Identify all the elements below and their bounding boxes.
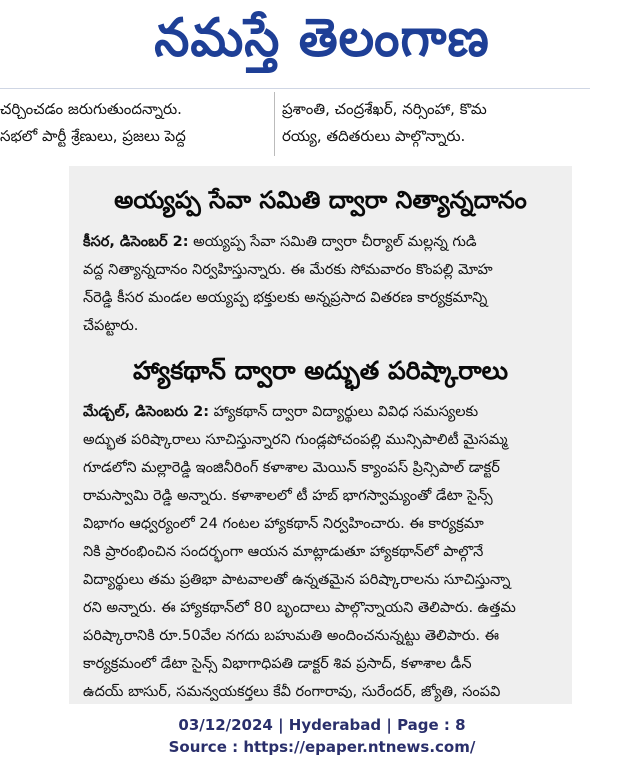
article-2-line: మేడ్చల్, డిసెంబరు 2: హ్యాకథాన్ ద్వారా విద్యార్థులు వివిధ సమస్యలకు <box>83 404 479 420</box>
article-2-line: ఉదయ్ బాసుర్, సమన్వయకర్తలు కేవీ రంగారావు, సురేందర్, జ్యోతి, సంపవి <box>83 684 501 700</box>
footer-meta: 03/12/2024 | Hyderabad | Page : 8 <box>178 716 466 734</box>
previous-article-line: ప్రశాంతి, చంద్రశేఖర్, నర్సింహా, కొమ <box>282 100 487 118</box>
masthead-rule <box>0 88 590 89</box>
article-1-dateline: కీసర, డిసెంబర్ 2: <box>83 234 189 250</box>
article-2-line: విద్యార్థులు తమ ప్రతిభా పాటవాలతో ఉన్నతమైన పరిష్కారాలను సూచిస్తున్నా <box>83 572 511 588</box>
masthead-title: నమస్తే తెలంగాణ <box>154 6 490 68</box>
article-1-line: న్‌రెడ్డి కీసర మండల అయ్యప్ప భక్తులకు అన్నప్రసాద వితరణ కార్యక్రమాన్ని <box>83 290 488 306</box>
article-1-body <box>83 228 561 340</box>
article-2-dateline: మేడ్చల్, డిసెంబరు 2: <box>83 404 209 420</box>
article-1-line: వద్ద నిత్యాన్నదానం నిర్వహిస్తున్నారు. ఈ మేరకు సోమవారం కొంపల్లి మోహ <box>83 262 493 278</box>
previous-article-left-column <box>0 96 268 156</box>
article-2-line: అద్భుత పరిష్కారాలు సూచిస్తున్నారని గుండ్లపోచంపల్లి మున్సిపాలిటీ మైసమ్మ <box>83 432 508 448</box>
article-2-line: రని అన్నారు. ఈ హ్యాకథాన్‌లో 80 బృందాలు పాల్గొన్నాయని తెలిపారు. ఉత్తమ <box>83 600 516 616</box>
article-2-line: కార్యక్రమంలో డేటా సైన్స్ విభాగాధిపతి డాక్టర్ శివ ప్రసాద్, కళాశాల డీన్ <box>83 656 472 672</box>
article-2-line: గూడలోని మల్లారెడ్డి ఇంజినీరింగ్ కళాశాల మెయిన్ క్యాంపస్ ప్రిన్సిపాల్ డాక్టర్ <box>83 460 500 476</box>
article-2-line: రామస్వామి రెడ్డి అన్నారు. కళాశాలలో టీ హబ్ భాగస్వామ్యంతో డేటా సైన్స్ <box>83 488 493 504</box>
masthead <box>0 0 644 88</box>
previous-article-line: చర్చించడం జరుగుతుందన్నారు. <box>0 100 182 118</box>
article-clipping <box>69 166 572 704</box>
article-1-line: కీసర, డిసెంబర్ 2: అయ్యప్ప సేవా సమితి ద్వారా చీర్యాల్ మల్లన్న గుడి <box>83 234 477 250</box>
footer <box>0 714 644 758</box>
previous-article-line: రయ్య, తదితరులు పాల్గొన్నారు. <box>282 127 466 145</box>
article-2-line: నికి ప్రారంభించిన సందర్భంగా ఆయన మాట్లాడుతూ హ్యాకథాన్‌లో పాల్గొనే <box>83 544 484 560</box>
article-1-line: చేపట్టారు. <box>83 318 139 334</box>
article-2-body <box>83 398 561 704</box>
article-1-headline: అయ్యప్ప సేవా సమితి ద్వారా నిత్యాన్నదానం <box>114 186 527 214</box>
footer-source: Source : https://epaper.ntnews.com/ <box>168 738 476 756</box>
previous-article-right-column <box>282 96 582 156</box>
previous-article-line: సభలో పార్టీ శ్రేణులు, ప్రజలు పెద్ద <box>0 127 186 145</box>
article-2-line: విభాగం ఆధ్వర్యంలో 24 గంటల హ్యాకథాన్ నిర్వహించారు. ఈ కార్యక్రమా <box>83 516 484 532</box>
article-2-headline: హ్యాకథాన్ ద్వారా అద్భుత పరిష్కారాలు <box>132 356 509 385</box>
article-2-line: పరిష్కారానికి రూ.50వేల నగదు బహుమతి అందించనున్నట్టు తెలిపారు. ఈ <box>83 628 499 644</box>
column-divider <box>274 92 275 156</box>
